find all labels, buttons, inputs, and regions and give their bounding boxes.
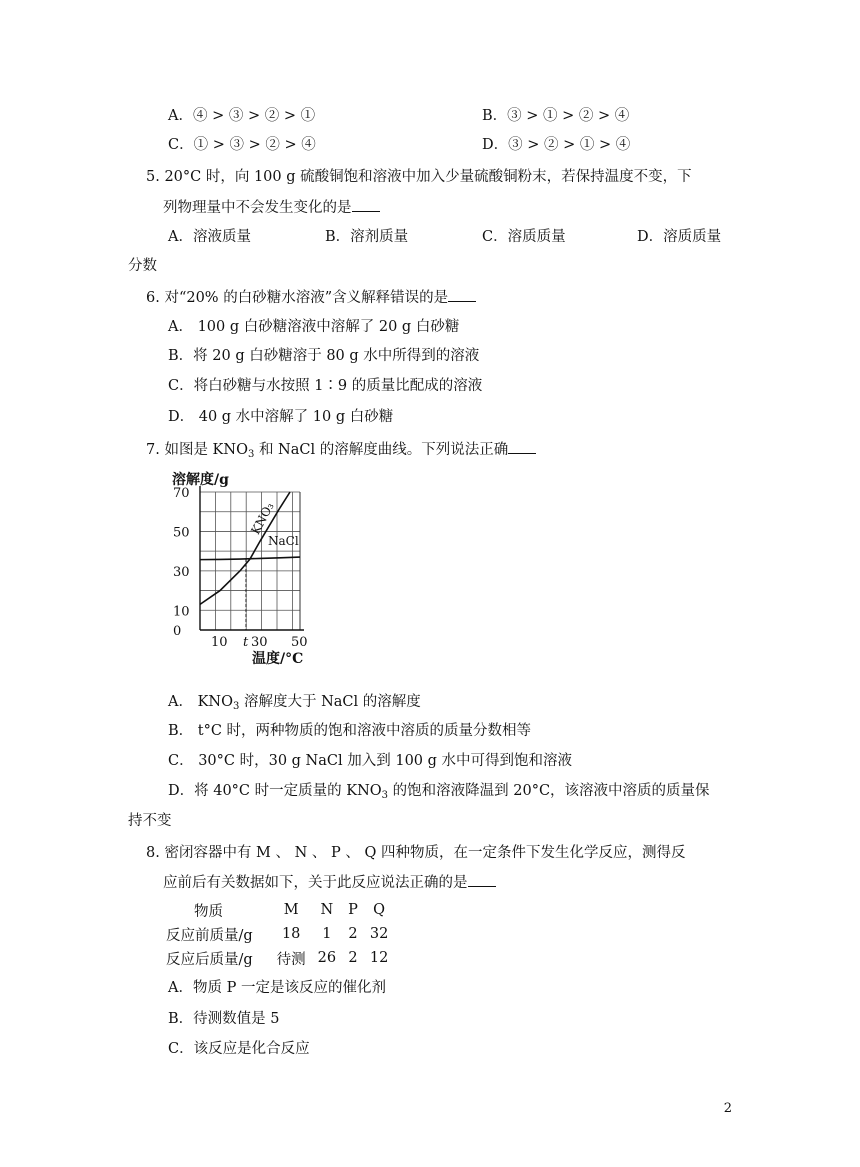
x-tick-label: t: [243, 635, 249, 650]
table-cell: 32: [369, 926, 389, 942]
q8-stem-line1: 8. 密闭容器中有 M 、 N 、 P 、 Q 四种物质，在一定条件下发生化学反应，测得反: [146, 845, 686, 861]
q7-option-a: A． $KNO_3$ 溶解度大于 NaCl 的溶解度: [168, 694, 421, 712]
q7-option-c: C． 30°C 时，30 g NaCl 加入到 100 g 水中可得到饱和溶液: [168, 753, 573, 769]
table-header-row: [160, 898, 394, 922]
table-cell: 1: [322, 926, 332, 942]
q4-option-d: D．③ > ② > ① > ④: [482, 137, 631, 153]
q5-stem-line2: 列物理量中不会发生变化的是: [163, 196, 380, 217]
q7-option-b: B． t°C 时，两种物质的饱和溶液中溶质的质量分数相等: [168, 723, 532, 739]
y-axis-label: 溶解度/g: [172, 472, 229, 488]
q4-option-a: A．④ > ③ > ② > ①: [168, 108, 316, 124]
table-header-cell: Q: [373, 902, 386, 918]
q8-option-b: B．待测数值是 5: [168, 1011, 280, 1027]
q8-stem-line2: 应前后有关数据如下，关于此反应说法正确的是: [163, 871, 496, 892]
table-header-cell: N: [320, 902, 334, 918]
q4-option-c: C．① > ③ > ② > ④: [168, 137, 316, 153]
table-header-cell: 物质: [194, 903, 223, 920]
table-cell: 待测: [276, 951, 306, 968]
q7-option-d: D．将 40°C 时一定质量的 $KNO_3$ 的饱和溶液降温到 20°C，该溶液中溶质的质量保: [168, 783, 710, 801]
x-tick-label: 50: [291, 635, 308, 650]
table-cell: 反应前质量/g: [166, 927, 253, 944]
table-header-cell: P: [348, 902, 358, 918]
chart-labels: [172, 471, 308, 667]
q8-data-table: [160, 898, 394, 970]
q8-option-c: C．该反应是化合反应: [168, 1041, 310, 1057]
q6-option-d: D． 40 g 水中溶解了 10 g 白砂糖: [168, 409, 394, 425]
q5-option-b: B．溶剂质量: [325, 229, 409, 245]
table-cell: 反应后质量/g: [166, 951, 253, 968]
x-axis-label: 温度/°C: [252, 651, 304, 667]
q4-option-b: B．③ > ① > ② > ④: [482, 108, 630, 124]
q6-option-a: A． 100 g 白砂糖溶液中溶解了 20 g 白砂糖: [168, 319, 460, 335]
nacl-label: NaCl: [268, 534, 299, 549]
q5-option-c: C．溶质质量: [482, 229, 566, 245]
q5-stem-line1: 5. 20°C 时，向 100 g 硫酸铜饱和溶液中加入少量硫酸铜粉末，若保持温度不变，下: [146, 169, 692, 185]
table-row: [160, 922, 394, 946]
table-cell: 12: [369, 950, 389, 966]
q6-option-b: B．将 20 g 白砂糖溶于 80 g 水中所得到的溶液: [168, 348, 480, 364]
q5-option-d-cont: 分数: [128, 258, 157, 274]
y-tick-label: 10: [173, 604, 190, 620]
solubility-chart: [170, 470, 320, 670]
y-tick-label: 0: [173, 624, 182, 639]
y-tick-label: 50: [173, 525, 190, 541]
table-cell: 2: [348, 926, 358, 942]
q6-stem: 6. 对“20% 的白砂糖水溶液”含义解释错误的是: [146, 286, 476, 307]
q5-option-a: A．溶液质量: [168, 229, 251, 245]
table-cell: 2: [348, 950, 358, 966]
q7-stem: 7. 如图是 $KNO_3$ 和 NaCl 的溶解度曲线。下列说法正确: [146, 438, 536, 460]
q6-option-c: C．将白砂糖与水按照 1∶9 的质量比配成的溶液: [168, 378, 483, 394]
table-header-cell: M: [283, 902, 299, 918]
y-tick-label: 30: [173, 564, 190, 580]
table-cell: 26: [317, 950, 337, 966]
table-cell: 18: [281, 926, 301, 942]
x-tick-label: 30: [251, 635, 268, 650]
y-tick-label: 70: [173, 486, 190, 501]
q5-option-d: D．溶质质量: [637, 229, 722, 245]
q8-option-a: A．物质 P 一定是该反应的催化剂: [168, 980, 386, 996]
page-number: 2: [723, 1101, 732, 1116]
x-tick-label: 10: [211, 635, 228, 650]
table-row: [160, 946, 394, 970]
chart-grid: [200, 492, 300, 630]
kno3-label: KNO₃: [248, 500, 277, 537]
q7-option-d-cont: 持不变: [128, 813, 172, 829]
